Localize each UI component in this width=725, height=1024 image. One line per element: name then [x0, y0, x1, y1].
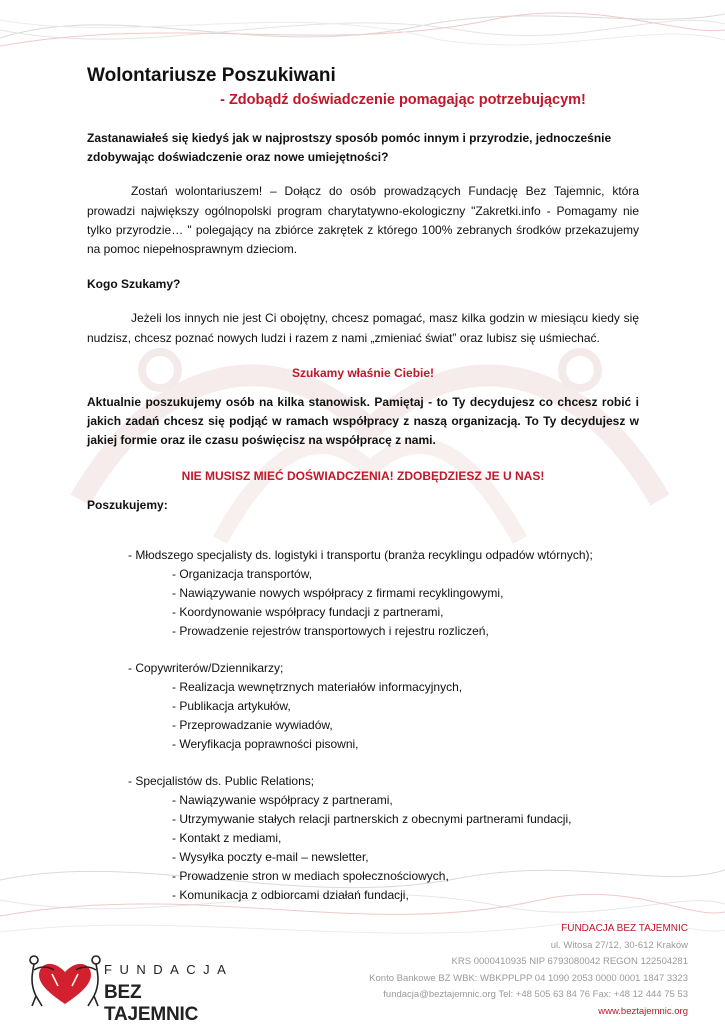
intro-paragraph: Zostań wolontariuszem! – Dołącz do osób prowadzących Fundację Bez Tajemnic, która prowadzi największy ogólnopolski program charytatywno-ekologiczny "Zakretki.info - Pomagamy nie tylko przyrodzie… " polegający na zbiórce zakrętek z którego 100% zebranych środków przekazujemy na pomoc niepełnosprawnym dzieciom. [87, 184, 639, 257]
task-item: - Nawiązywanie nowych współpracy z firmami recyklingowymi, [172, 586, 504, 601]
position-block [87, 659, 639, 754]
who-paragraph: Jeżeli los innych nie jest Ci obojętny, chcesz pomagać, masz kilka godzin w miesiącu kiedy się nudzisz, chcesz poznać nowych ludzi i razem z nami „zmieniać świat” oraz lubisz się uśmiechać. [87, 311, 639, 345]
intro-question: Zastanawiałeś się kiedyś jak w najprostszy sposób pomóc innym i przyrodzie, jednocześnie zdobywając doświadczenie oraz nowe umiejętności? [87, 131, 612, 165]
footer-address: ul. Witosa 27/12, 30-612 Kraków [550, 939, 688, 951]
footer-registry: KRS 0000410935 NIP 6793080042 REGON 122504281 [451, 956, 688, 967]
logo-text-fundacja: FUNDACJA [104, 962, 234, 977]
footer-contact-info [369, 921, 688, 1020]
task-item: - Publikacja artykułów, [172, 699, 291, 714]
logo-text-bez-tajemnic: BEZ TAJEMNIC [104, 982, 199, 1024]
task-item: - Prowadzenie stron w mediach społecznościowych, [172, 869, 449, 884]
task-item: - Nawiązywanie współpracy z partnerami, [172, 793, 393, 808]
page-subtitle: - Zdobądź doświadczenie pomagając potrzebującym! [220, 92, 586, 108]
footer-website-link[interactable]: www.beztajemnic.org [598, 1005, 688, 1017]
task-item: - Prowadzenie rejestrów transportowych i rejestru rozliczeń, [172, 624, 489, 639]
position-name: - Specjalistów ds. Public Relations; [128, 774, 315, 789]
position-block [87, 772, 639, 905]
position-block [87, 546, 639, 641]
task-item: - Organizacja transportów, [172, 567, 313, 582]
document-body [87, 64, 639, 905]
heart-figures-icon [26, 952, 104, 1010]
task-item: - Przeprowadzanie wywiadów, [172, 718, 333, 733]
position-name: - Młodszego specjalisty ds. logistyki i transportu (branża recyklingu odpadów wtórnych); [128, 548, 593, 563]
task-item: - Koordynowanie współpracy fundacji z partnerami, [172, 605, 444, 620]
seeking-heading: Poszukujemy: [87, 497, 168, 512]
footer-bank-account: Konto Bankowe BZ WBK: WBKPPLPP 04 1090 2053 0000 0001 1847 3323 [369, 972, 688, 984]
header-wave-decoration [0, 0, 725, 60]
task-item: - Realizacja wewnętrznych materiałów informacyjnych, [172, 680, 463, 695]
task-item: - Wysyłka poczty e-mail – newsletter, [172, 850, 369, 865]
footer-org-name: FUNDACJA BEZ TAJEMNIC [561, 923, 688, 934]
page-title: Wolontariusze Poszukiwani [87, 65, 336, 86]
task-item: - Komunikacja z odbiorcami działań fundacji, [172, 888, 409, 903]
who-heading: Kogo Szukamy? [87, 277, 181, 292]
position-name: - Copywriterów/Dziennikarzy; [128, 661, 284, 676]
looking-for-you-callout: Szukamy właśnie Ciebie! [291, 365, 435, 380]
task-item: - Kontakt z mediami, [172, 831, 282, 846]
footer-contact: fundacja@beztajemnic.org Tel: +48 505 63 84 76 Fax: +48 12 444 75 53 [383, 989, 688, 1000]
task-item: - Weryfikacja poprawności pisowni, [172, 737, 359, 752]
no-experience-callout: NIE MUSISZ MIEĆ DOŚWIADCZENIA! ZDOBĘDZIESZ JE U NAS! [181, 468, 545, 483]
task-item: - Utrzymywanie stałych relacji partnerskich z obecnymi partnerami fundacji, [172, 812, 572, 827]
positions-paragraph: Aktualnie poszukujemy osób na kilka stanowisk. Pamiętaj - to Ty decydujesz co chcesz robić i jakich zadań chcesz się podjąć w ramach współpracy z naszą organizacją. To Ty decydujesz w jakiej formie oraz ile czasu poświęcisz na współpracę z nami. [87, 395, 639, 448]
foundation-logo [26, 952, 236, 1024]
